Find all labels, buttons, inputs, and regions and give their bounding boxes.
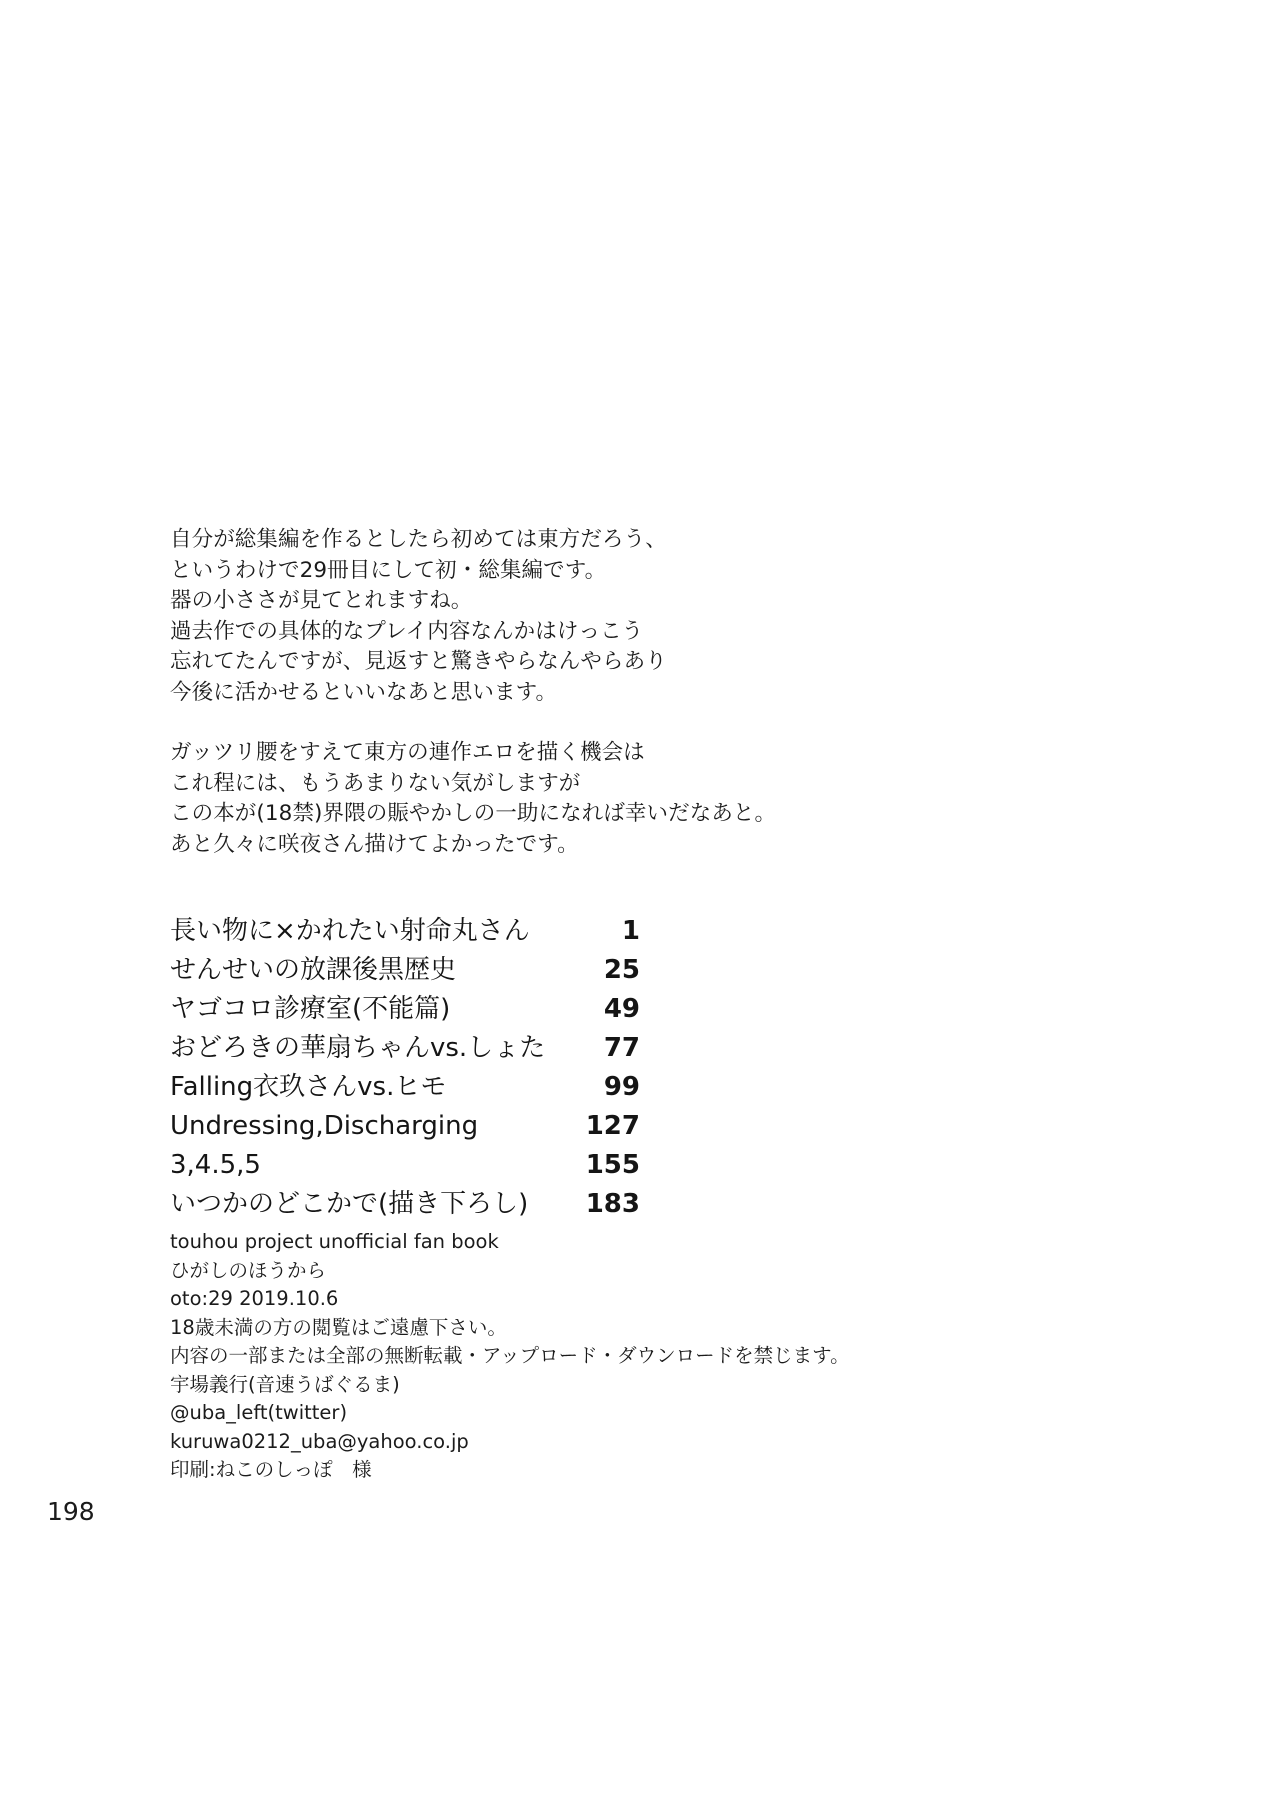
- afterword-line: 忘れてたんですが、見返すと驚きやらなんやらあり: [170, 649, 667, 674]
- colophon-line: touhou project unofficial fan book: [170, 1230, 499, 1253]
- toc-entry-title: いつかのどこかで(描き下ろし): [170, 1189, 529, 1219]
- toc-entry-title: おどろきの華扇ちゃんvs.しょた: [170, 1033, 546, 1063]
- toc-entry: [170, 1068, 870, 1107]
- afterword-line: というわけで29冊目にして初・総集編です。: [170, 557, 607, 583]
- toc-entry-title: ヤゴコロ診療室(不能篇): [170, 994, 451, 1024]
- toc-entry: [170, 1146, 870, 1185]
- colophon-line: 印刷:ねこのしっぽ 様: [170, 1458, 372, 1481]
- toc-entry-title: 長い物に×かれたい射命丸さん: [170, 916, 530, 946]
- toc-entry-page: 25: [603, 955, 640, 985]
- toc-entry-page: 99: [603, 1072, 640, 1102]
- colophon-line: 内容の一部または全部の無断転載・アップロード・ダウンロードを禁じます。: [170, 1344, 850, 1367]
- colophon-section: [170, 1228, 1070, 1485]
- colophon-line: 18歳未満の方の閲覧はご遠慮下さい。: [170, 1315, 507, 1339]
- toc-entry: [170, 912, 870, 951]
- colophon-line: oto:29 2019.10.6: [170, 1287, 339, 1310]
- toc-entry: [170, 990, 870, 1029]
- toc-entry-page: 127: [585, 1111, 640, 1141]
- toc-entry: [170, 951, 870, 990]
- afterword-line: 器の小ささが見てとれますね。: [170, 588, 473, 613]
- toc-entry-page: 49: [603, 994, 640, 1024]
- toc-entry-page: 1: [621, 916, 640, 946]
- toc-entry-page: 155: [585, 1150, 640, 1180]
- afterword-line: ガッツリ腰をすえて東方の連作エロを描く機会は: [170, 740, 645, 765]
- colophon-line: kuruwa0212_uba@yahoo.co.jp: [170, 1429, 469, 1453]
- toc-entry-title: Falling衣玖さんvs.ヒモ: [170, 1072, 447, 1102]
- afterword-section: [170, 525, 930, 860]
- toc-entry-title: Undressing,Discharging: [170, 1111, 479, 1141]
- afterword-line: これ程には、もうあまりない気がしますが: [170, 770, 581, 796]
- table-of-contents: [170, 912, 870, 1224]
- afterword-line: 自分が総集編を作るとしたら初めては東方だろう、: [170, 527, 667, 552]
- colophon-line: 宇場義行(音速うばぐるま): [170, 1372, 400, 1396]
- colophon-line: ひがしのほうから: [170, 1258, 327, 1282]
- toc-entry: [170, 1185, 870, 1224]
- toc-entry-page: 77: [603, 1033, 640, 1063]
- afterword-line: 今後に活かせるといいなあと思います。: [170, 679, 558, 705]
- afterword-line: 過去作での具体的なプレイ内容なんかはけっこう: [170, 618, 644, 644]
- toc-entry: [170, 1029, 870, 1068]
- toc-entry-title: せんせいの放課後黒歴史: [170, 955, 457, 985]
- toc-entry-title: 3,4.5,5: [170, 1150, 261, 1180]
- colophon-line: @uba_left(twitter): [170, 1401, 348, 1424]
- page-number: 198: [47, 1497, 95, 1526]
- afterword-line: この本が(18禁)界隈の賑やかしの一助になれば幸いだなあと。: [170, 801, 777, 826]
- afterword-line: あと久々に咲夜さん描けてよかったです。: [170, 831, 579, 857]
- toc-entry: [170, 1107, 870, 1146]
- toc-entry-page: 183: [585, 1189, 640, 1219]
- paragraph-spacer: [170, 708, 930, 738]
